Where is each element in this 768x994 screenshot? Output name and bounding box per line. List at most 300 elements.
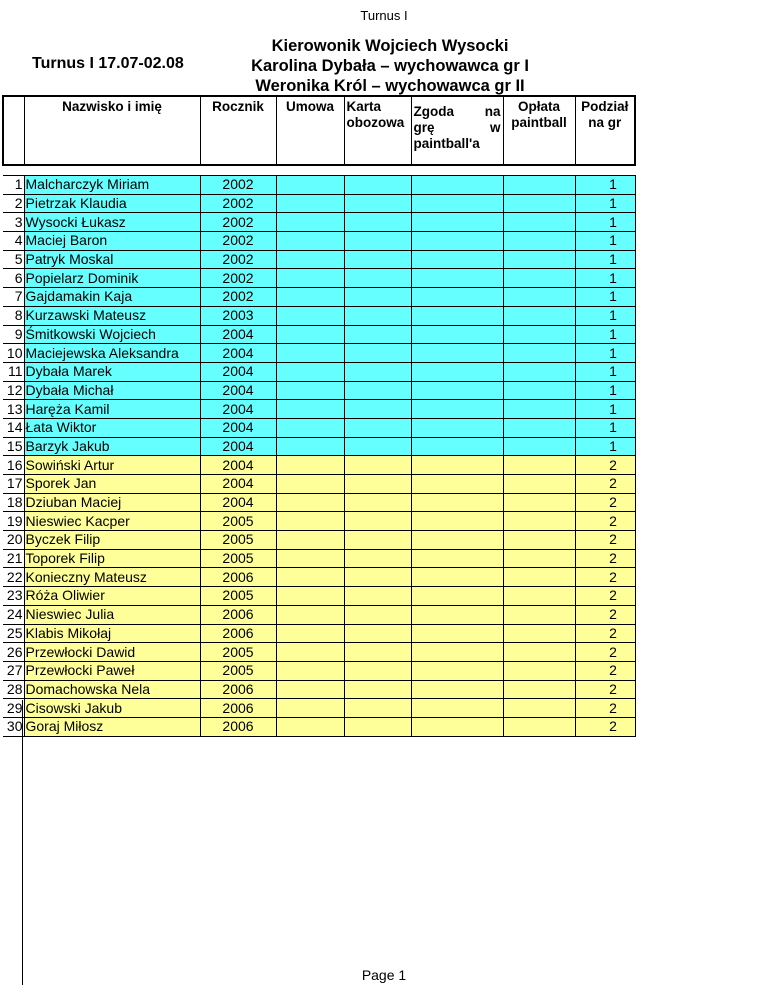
row-contract <box>276 661 344 680</box>
header-gap <box>3 165 635 176</box>
row-contract <box>276 381 344 400</box>
row-name: Cisowski Jakub <box>24 699 200 718</box>
row-group: 2 <box>575 624 635 643</box>
header-contract: Umowa <box>276 96 344 165</box>
row-contract <box>276 568 344 587</box>
row-name: Róża Oliwier <box>24 587 200 606</box>
row-year: 2002 <box>200 176 276 195</box>
row-contract <box>276 213 344 232</box>
row-number: 28 <box>3 680 24 699</box>
row-year: 2006 <box>200 717 276 736</box>
row-number: 24 <box>3 605 24 624</box>
row-number: 6 <box>3 269 24 288</box>
row-year: 2004 <box>200 381 276 400</box>
row-camp-card <box>344 680 411 699</box>
row-number: 23 <box>3 587 24 606</box>
table-row <box>3 269 635 288</box>
row-fee <box>503 381 575 400</box>
row-consent <box>411 194 503 213</box>
row-consent <box>411 176 503 195</box>
table-row <box>3 512 635 531</box>
row-group: 1 <box>575 194 635 213</box>
row-contract <box>276 624 344 643</box>
row-consent <box>411 344 503 363</box>
row-contract <box>276 325 344 344</box>
header-camp-card-line1: Karta <box>346 99 382 114</box>
participants-table <box>2 95 636 737</box>
header-name: Nazwisko i imię <box>24 96 200 165</box>
row-consent <box>411 624 503 643</box>
header-group-line2: na gr <box>588 115 622 130</box>
table-row <box>3 493 635 512</box>
row-consent <box>411 306 503 325</box>
row-consent <box>411 475 503 494</box>
row-group: 1 <box>575 269 635 288</box>
row-year: 2005 <box>200 549 276 568</box>
row-name: Domachowska Nela <box>24 680 200 699</box>
row-group: 1 <box>575 362 635 381</box>
row-group: 2 <box>575 493 635 512</box>
row-year: 2005 <box>200 587 276 606</box>
row-fee <box>503 344 575 363</box>
row-group: 2 <box>575 568 635 587</box>
row-contract <box>276 493 344 512</box>
row-consent <box>411 661 503 680</box>
row-camp-card <box>344 605 411 624</box>
row-camp-card <box>344 531 411 550</box>
row-contract <box>276 475 344 494</box>
row-camp-card <box>344 381 411 400</box>
row-name: Przewłocki Dawid <box>24 643 200 662</box>
row-camp-card <box>344 176 411 195</box>
table-row <box>3 250 635 269</box>
header-fee-line1: Opłata <box>517 99 560 114</box>
row-year: 2004 <box>200 493 276 512</box>
row-name: Maciejewska Aleksandra <box>24 344 200 363</box>
row-fee <box>503 418 575 437</box>
row-number: 2 <box>3 194 24 213</box>
row-group: 1 <box>575 344 635 363</box>
row-contract <box>276 176 344 195</box>
row-fee <box>503 213 575 232</box>
row-year: 2006 <box>200 568 276 587</box>
row-contract <box>276 418 344 437</box>
row-group: 2 <box>575 531 635 550</box>
row-number: 11 <box>3 362 24 381</box>
header-consent-line1 <box>412 104 503 120</box>
header-consent-word3: grę <box>413 120 435 135</box>
row-year: 2004 <box>200 344 276 363</box>
row-number: 19 <box>3 512 24 531</box>
row-name: Sporek Jan <box>24 475 200 494</box>
table-row <box>3 418 635 437</box>
row-number: 27 <box>3 661 24 680</box>
row-camp-card <box>344 306 411 325</box>
row-fee <box>503 232 575 251</box>
row-fee <box>503 176 575 195</box>
row-camp-card <box>344 269 411 288</box>
row-year: 2006 <box>200 624 276 643</box>
row-consent <box>411 400 503 419</box>
row-camp-card <box>344 475 411 494</box>
row-contract <box>276 549 344 568</box>
row-consent <box>411 250 503 269</box>
row-year: 2004 <box>200 437 276 456</box>
row-fee <box>503 661 575 680</box>
row-group: 2 <box>575 456 635 475</box>
row-name: Barzyk Jakub <box>24 437 200 456</box>
row-consent <box>411 493 503 512</box>
row-number: 8 <box>3 306 24 325</box>
table-row <box>3 325 635 344</box>
row-number: 30 <box>3 717 24 736</box>
row-camp-card <box>344 250 411 269</box>
row-number: 3 <box>3 213 24 232</box>
row-fee <box>503 475 575 494</box>
table-row <box>3 437 635 456</box>
row-camp-card <box>344 213 411 232</box>
header-camp-card-line2: obozowa <box>346 115 405 130</box>
table-header <box>3 96 635 165</box>
row-camp-card <box>344 344 411 363</box>
row-year: 2004 <box>200 456 276 475</box>
row-name: Malcharczyk Miriam <box>24 176 200 195</box>
row-group: 1 <box>575 437 635 456</box>
table-row <box>3 680 635 699</box>
table-row <box>3 306 635 325</box>
row-group: 2 <box>575 680 635 699</box>
row-name: Toporek Filip <box>24 549 200 568</box>
row-camp-card <box>344 456 411 475</box>
table-row <box>3 475 635 494</box>
row-contract <box>276 643 344 662</box>
table-row <box>3 624 635 643</box>
row-camp-card <box>344 418 411 437</box>
row-number: 14 <box>3 418 24 437</box>
header-consent-word1: Zgoda <box>413 104 454 119</box>
row-year: 2002 <box>200 269 276 288</box>
row-camp-card <box>344 437 411 456</box>
table-row <box>3 456 635 475</box>
row-group: 1 <box>575 418 635 437</box>
row-number: 22 <box>3 568 24 587</box>
row-fee <box>503 493 575 512</box>
row-camp-card <box>344 717 411 736</box>
row-contract <box>276 512 344 531</box>
row-name: Popielarz Dominik <box>24 269 200 288</box>
row-fee <box>503 325 575 344</box>
row-fee <box>503 605 575 624</box>
row-group: 2 <box>575 699 635 718</box>
header-fee <box>503 96 575 165</box>
row-name: Gajdamakin Kaja <box>24 288 200 307</box>
row-fee <box>503 362 575 381</box>
row-year: 2005 <box>200 531 276 550</box>
row-contract <box>276 194 344 213</box>
row-group: 1 <box>575 288 635 307</box>
row-number: 17 <box>3 475 24 494</box>
row-fee <box>503 400 575 419</box>
row-contract <box>276 680 344 699</box>
header-consent <box>411 96 503 165</box>
row-camp-card <box>344 288 411 307</box>
table-row <box>3 568 635 587</box>
row-year: 2005 <box>200 512 276 531</box>
row-year: 2004 <box>200 325 276 344</box>
row-year: 2004 <box>200 362 276 381</box>
row-fee <box>503 512 575 531</box>
row-group: 1 <box>575 400 635 419</box>
header-group <box>575 96 635 165</box>
table-row <box>3 362 635 381</box>
row-fee <box>503 437 575 456</box>
row-contract <box>276 437 344 456</box>
header-fee-line2: paintball <box>511 115 567 130</box>
header-group-line1: Podział <box>581 99 629 114</box>
row-group: 2 <box>575 549 635 568</box>
row-fee <box>503 587 575 606</box>
row-number: 15 <box>3 437 24 456</box>
row-contract <box>276 288 344 307</box>
row-contract <box>276 306 344 325</box>
header-year: Rocznik <box>200 96 276 165</box>
staff-line-group2: Weronika Król – wychowawca gr II <box>255 77 525 95</box>
row-group: 1 <box>575 381 635 400</box>
column-divider-line <box>22 700 23 985</box>
row-group: 2 <box>575 643 635 662</box>
row-number: 16 <box>3 456 24 475</box>
row-consent <box>411 717 503 736</box>
row-fee <box>503 194 575 213</box>
table-row <box>3 549 635 568</box>
header-consent-line2 <box>412 120 503 136</box>
row-fee <box>503 269 575 288</box>
row-fee <box>503 250 575 269</box>
row-consent <box>411 587 503 606</box>
row-name: Patryk Moskal <box>24 250 200 269</box>
table-row <box>3 232 635 251</box>
row-year: 2006 <box>200 605 276 624</box>
row-name: Maciej Baron <box>24 232 200 251</box>
row-number: 13 <box>3 400 24 419</box>
row-name: Dybała Michał <box>24 381 200 400</box>
row-year: 2006 <box>200 699 276 718</box>
page-footer: Page 1 <box>361 967 407 983</box>
row-contract <box>276 587 344 606</box>
row-group: 1 <box>575 232 635 251</box>
row-group: 2 <box>575 512 635 531</box>
row-year: 2002 <box>200 250 276 269</box>
row-number: 10 <box>3 344 24 363</box>
row-contract <box>276 531 344 550</box>
row-name: Przewłocki Paweł <box>24 661 200 680</box>
row-year: 2004 <box>200 475 276 494</box>
row-name: Klabis Mikołaj <box>24 624 200 643</box>
row-consent <box>411 605 503 624</box>
row-fee <box>503 680 575 699</box>
row-camp-card <box>344 661 411 680</box>
header-camp-card <box>344 96 411 165</box>
row-year: 2002 <box>200 288 276 307</box>
row-name: Dybała Marek <box>24 362 200 381</box>
row-number: 25 <box>3 624 24 643</box>
header-consent-word4: w <box>489 120 501 135</box>
row-group: 2 <box>575 717 635 736</box>
row-number: 20 <box>3 531 24 550</box>
row-contract <box>276 269 344 288</box>
row-contract <box>276 605 344 624</box>
row-fee <box>503 717 575 736</box>
row-camp-card <box>344 643 411 662</box>
row-consent <box>411 643 503 662</box>
row-consent <box>411 232 503 251</box>
row-consent <box>411 269 503 288</box>
table-row <box>3 288 635 307</box>
row-name: Haręża Kamil <box>24 400 200 419</box>
row-consent <box>411 325 503 344</box>
row-group: 2 <box>575 661 635 680</box>
row-name: Dziuban Maciej <box>24 493 200 512</box>
row-fee <box>503 549 575 568</box>
row-name: Pietrzak Klaudia <box>24 194 200 213</box>
row-year: 2002 <box>200 232 276 251</box>
row-consent <box>411 699 503 718</box>
row-contract <box>276 344 344 363</box>
row-number: 29 <box>3 699 24 718</box>
row-consent <box>411 213 503 232</box>
table-row <box>3 531 635 550</box>
row-number: 26 <box>3 643 24 662</box>
row-fee <box>503 456 575 475</box>
row-camp-card <box>344 400 411 419</box>
row-consent <box>411 531 503 550</box>
row-consent <box>411 288 503 307</box>
table-row <box>3 194 635 213</box>
table-body <box>3 176 635 737</box>
table-row <box>3 605 635 624</box>
row-number: 4 <box>3 232 24 251</box>
row-name: Goraj Miłosz <box>24 717 200 736</box>
staff-line-manager: Kierowonik Wojciech Wysocki <box>271 37 509 55</box>
table-row <box>3 587 635 606</box>
row-camp-card <box>344 325 411 344</box>
row-year: 2002 <box>200 213 276 232</box>
row-group: 2 <box>575 475 635 494</box>
row-contract <box>276 362 344 381</box>
row-fee <box>503 568 575 587</box>
row-fee <box>503 288 575 307</box>
row-name: Kurzawski Mateusz <box>24 306 200 325</box>
table-row <box>3 661 635 680</box>
table-row <box>3 381 635 400</box>
row-group: 1 <box>575 213 635 232</box>
header-consent-word2: na <box>484 104 501 119</box>
table-row <box>3 717 635 736</box>
row-name: Wysocki Łukasz <box>24 213 200 232</box>
row-name: Sowiński Artur <box>24 456 200 475</box>
row-year: 2005 <box>200 661 276 680</box>
header-number <box>3 96 24 165</box>
row-fee <box>503 643 575 662</box>
table-row <box>3 400 635 419</box>
page-header: Turnus I <box>360 8 408 23</box>
row-fee <box>503 531 575 550</box>
row-group: 1 <box>575 250 635 269</box>
table-row <box>3 344 635 363</box>
turnus-title: Turnus I 17.07-02.08 <box>32 55 184 72</box>
row-camp-card <box>344 549 411 568</box>
table-row <box>3 213 635 232</box>
row-camp-card <box>344 512 411 531</box>
row-fee <box>503 306 575 325</box>
row-fee <box>503 699 575 718</box>
row-group: 2 <box>575 587 635 606</box>
row-name: Śmitkowski Wojciech <box>24 325 200 344</box>
row-consent <box>411 568 503 587</box>
row-year: 2005 <box>200 643 276 662</box>
row-camp-card <box>344 624 411 643</box>
row-consent <box>411 512 503 531</box>
row-contract <box>276 717 344 736</box>
row-number: 7 <box>3 288 24 307</box>
row-consent <box>411 549 503 568</box>
row-camp-card <box>344 194 411 213</box>
row-contract <box>276 232 344 251</box>
table-row <box>3 176 635 195</box>
staff-line-group1: Karolina Dybała – wychowawca gr I <box>251 57 529 75</box>
row-number: 5 <box>3 250 24 269</box>
row-group: 1 <box>575 325 635 344</box>
row-camp-card <box>344 232 411 251</box>
row-consent <box>411 362 503 381</box>
row-consent <box>411 456 503 475</box>
row-number: 12 <box>3 381 24 400</box>
row-contract <box>276 250 344 269</box>
row-name: Konieczny Mateusz <box>24 568 200 587</box>
row-year: 2004 <box>200 418 276 437</box>
row-consent <box>411 418 503 437</box>
row-year: 2003 <box>200 306 276 325</box>
row-camp-card <box>344 699 411 718</box>
row-name: Nieswiec Kacper <box>24 512 200 531</box>
row-consent <box>411 680 503 699</box>
row-name: Byczek Filip <box>24 531 200 550</box>
row-contract <box>276 699 344 718</box>
row-group: 1 <box>575 306 635 325</box>
staff-block <box>215 36 565 96</box>
row-consent <box>411 381 503 400</box>
row-consent <box>411 437 503 456</box>
row-contract <box>276 400 344 419</box>
row-number: 18 <box>3 493 24 512</box>
row-year: 2004 <box>200 400 276 419</box>
row-camp-card <box>344 587 411 606</box>
row-number: 21 <box>3 549 24 568</box>
row-fee <box>503 624 575 643</box>
row-camp-card <box>344 493 411 512</box>
row-group: 1 <box>575 176 635 195</box>
row-year: 2002 <box>200 194 276 213</box>
row-number: 1 <box>3 176 24 195</box>
table-row <box>3 643 635 662</box>
row-group: 2 <box>575 605 635 624</box>
row-name: Nieswiec Julia <box>24 605 200 624</box>
table-row <box>3 699 635 718</box>
row-camp-card <box>344 362 411 381</box>
row-camp-card <box>344 568 411 587</box>
row-year: 2006 <box>200 680 276 699</box>
row-contract <box>276 456 344 475</box>
